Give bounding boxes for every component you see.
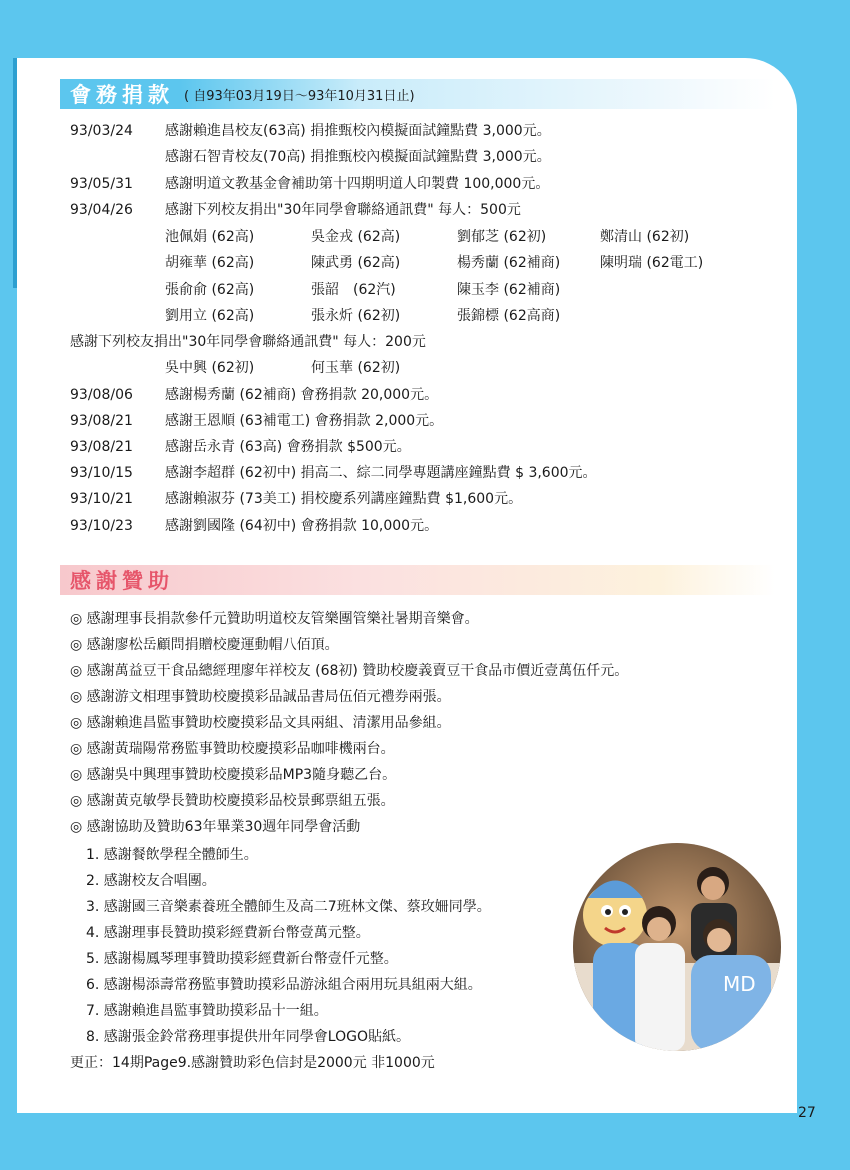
sponsor-subitem: 4. 感謝理事長贊助摸彩經費新台幣壹萬元整。	[86, 925, 370, 941]
donor-name: 張永炘 (62初)	[311, 308, 401, 324]
sponsor-item: ◎ 感謝理事長捐款參仟元贊助明道校友管樂團管樂社暑期音樂會。	[70, 611, 479, 627]
sponsor-subitem: 8. 感謝張金鈴常務理事提供卅年同學會LOGO貼紙。	[86, 1029, 410, 1045]
donor-name: 池佩娟 (62高)	[165, 229, 255, 245]
sponsor-item: ◎ 感謝黃瑞陽常務監事贊助校慶摸彩品咖啡機兩台。	[70, 741, 395, 757]
donor-name: 陳武勇 (62高)	[311, 255, 401, 271]
entry-text: 感謝賴淑芬 (73美工) 捐校慶系列講座鐘點費 $1,600元。	[165, 491, 523, 507]
donor-name: 陳玉李 (62補商)	[457, 282, 561, 298]
sponsor-subitem: 7. 感謝賴進昌監事贊助摸彩品十一組。	[86, 1003, 328, 1019]
section-subtitle: ( 自93年03月19日～93年10月31日止)	[184, 88, 415, 104]
entry-text: 感謝岳永青 (63高) 會務捐款 $500元。	[165, 439, 411, 455]
entry-date: 93/08/06	[70, 387, 133, 403]
sponsor-item: ◎ 感謝廖松岳顧問捐贈校慶運動帽八佰頂。	[70, 637, 339, 653]
donor-name: 劉用立 (62高)	[165, 308, 255, 324]
section-header-sponsors	[60, 565, 775, 595]
donor-name: 胡雍華 (62高)	[165, 255, 255, 271]
entry-date: 93/10/23	[70, 518, 133, 534]
sponsor-subitem: 5. 感謝楊鳳琴理事贊助摸彩經費新台幣壹仟元整。	[86, 951, 398, 967]
entry-date: 93/08/21	[70, 413, 133, 429]
section-title: 會務捐款	[70, 83, 174, 107]
donor-name: 劉郁芝 (62初)	[457, 229, 547, 245]
section-title: 感謝贊助	[70, 569, 174, 593]
sponsor-item: ◎ 感謝游文相理事贊助校慶摸彩品誠品書局伍佰元禮券兩張。	[70, 689, 451, 705]
group-photo	[573, 843, 781, 1051]
donor-name: 何玉華 (62初)	[311, 360, 401, 376]
entry-date: 93/10/15	[70, 465, 133, 481]
sponsor-item: ◎ 感謝萬益豆干食品總經理廖年祥校友 (68初) 贊助校慶義賣豆干食品市價近壹萬伍仟元。	[70, 663, 629, 679]
entry-text: 感謝明道文教基金會補助第十四期明道人印製費 100,000元。	[165, 176, 550, 192]
sponsor-item: ◎ 感謝協助及贊助63年畢業30週年同學會活動	[70, 819, 361, 835]
donor-name: 張韶 (62汽)	[311, 282, 396, 298]
donor-name: 吳金戎 (62高)	[311, 229, 401, 245]
photo-illustration	[573, 843, 781, 1051]
sponsor-subitem: 3. 感謝國三音樂素養班全體師生及高二7班林文傑、蔡玫姍同學。	[86, 899, 491, 915]
entry-text: 感謝王恩順 (63補電工) 會務捐款 2,000元。	[165, 413, 444, 429]
entry-text: 感謝賴進昌校友(63高) 捐推甄校內模擬面試鐘點費 3,000元。	[165, 123, 551, 139]
donor-name: 張錦標 (62高商)	[457, 308, 561, 324]
entry-text: 感謝劉國隆 (64初中) 會務捐款 10,000元。	[165, 518, 439, 534]
side-tab	[0, 58, 17, 288]
photo-text: MD	[723, 972, 756, 996]
entry-date: 93/10/21	[70, 491, 133, 507]
donor-name: 吳中興 (62初)	[165, 360, 255, 376]
entry-text: 感謝石智青校友(70高) 捐推甄校內模擬面試鐘點費 3,000元。	[165, 149, 551, 165]
sponsor-item: ◎ 感謝吳中興理事贊助校慶摸彩品MP3隨身聽乙台。	[70, 767, 397, 783]
entry-date: 93/03/24	[70, 123, 133, 139]
entry-text: 感謝李超群 (62初中) 捐高二、綜二同學專題講座鐘點費 $ 3,600元。	[165, 465, 597, 481]
entry-date: 93/08/21	[70, 439, 133, 455]
entry-date: 93/05/31	[70, 176, 133, 192]
entry-text: 感謝下列校友捐出"30年同學會聯絡通訊費" 每人：200元	[70, 334, 426, 350]
entry-date: 93/04/26	[70, 202, 133, 218]
sponsor-subitem: 1. 感謝餐飲學程全體師生。	[86, 847, 258, 863]
sponsor-item: ◎ 感謝黃克敏學長贊助校慶摸彩品校景郵票組五張。	[70, 793, 395, 809]
section-header-donations	[60, 79, 775, 109]
page-number: 27	[798, 1105, 816, 1121]
entry-text: 感謝楊秀蘭 (62補商) 會務捐款 20,000元。	[165, 387, 439, 403]
sponsor-subitem: 2. 感謝校友合唱團。	[86, 873, 216, 889]
donor-name: 楊秀蘭 (62補商)	[457, 255, 561, 271]
donor-name: 鄭清山 (62初)	[600, 229, 690, 245]
donor-name: 張俞俞 (62高)	[165, 282, 255, 298]
correction-note: 更正：14期Page9.感謝贊助彩色信封是2000元 非1000元	[70, 1055, 435, 1071]
sponsor-subitem: 6. 感謝楊添壽常務監事贊助摸彩品游泳組合兩用玩具組兩大組。	[86, 977, 482, 993]
donor-name: 陳明瑞 (62電工)	[600, 255, 704, 271]
entry-text: 感謝下列校友捐出"30年同學會聯絡通訊費" 每人：500元	[165, 202, 521, 218]
sponsor-item: ◎ 感謝賴進昌監事贊助校慶摸彩品文具兩組、清潔用品參組。	[70, 715, 451, 731]
